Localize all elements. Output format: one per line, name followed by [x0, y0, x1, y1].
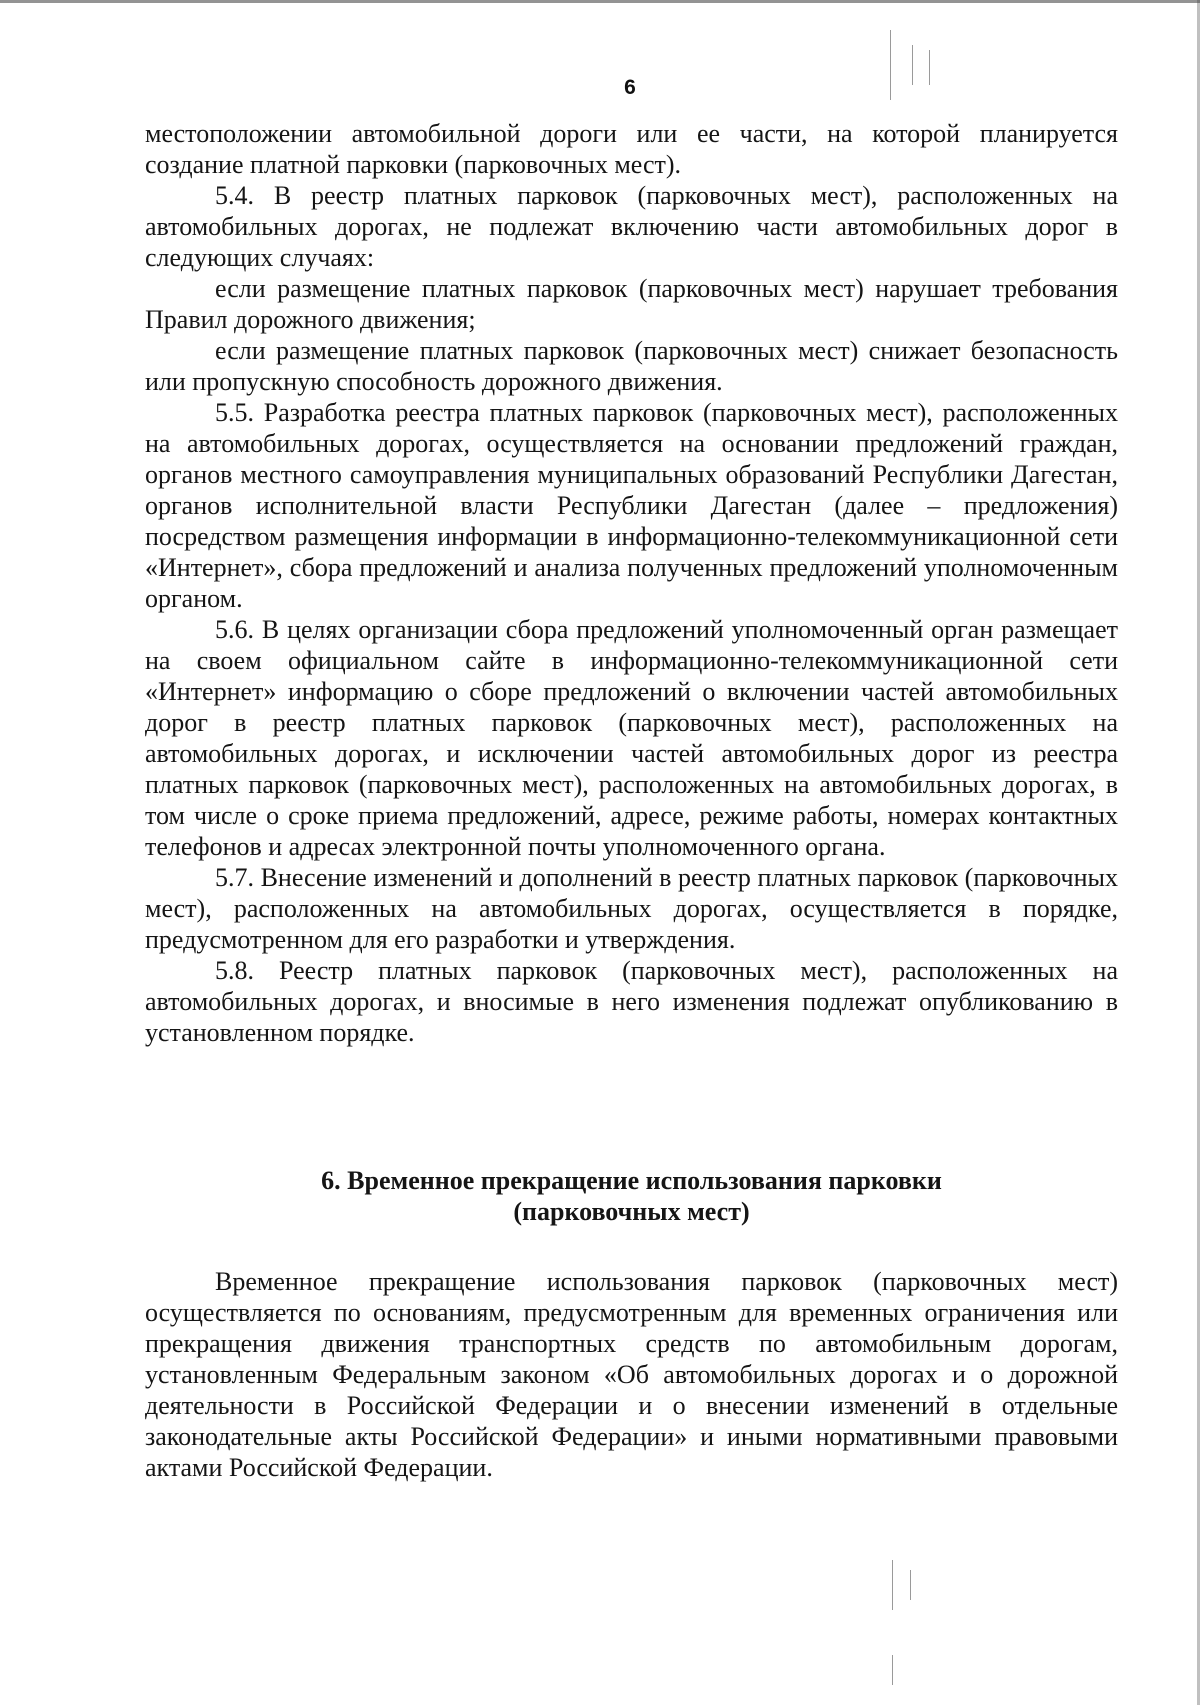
scan-artifact: [910, 1570, 911, 1600]
section-heading-line-1: 6. Временное прекращение использования парковки: [321, 1166, 942, 1195]
scan-artifact: [892, 1560, 893, 1610]
paragraph-5-7: 5.7. Внесение изменений и дополнений в реестр платных парковок (парковочных мест), расположенных на автомобильных дорогах, осуществляется в порядке, предусмотренном для его разработки и утверждения.: [145, 863, 1118, 954]
section-heading: [145, 1165, 1118, 1227]
paragraph-continuation: местоположении автомобильной дороги или ее части, на которой планируется создание платной парковки (парковочных мест).: [145, 119, 1118, 179]
paragraph-condition-1: если размещение платных парковок (парковочных мест) нарушает требования Правил дорожного движения;: [145, 274, 1118, 334]
paragraph-5-5: 5.5. Разработка реестра платных парковок (парковочных мест), расположенных на автомобильных дорогах, осуществляется на основании предложений граждан, органов местного самоуправления муниципальных образований Республики Дагестан, органов исполнительной власти Республики Дагестан (далее – предложения) посредством размещения информации в информационно-телекоммуникационной сети «Интернет», сбора предложений и анализа полученных предложений уполномоченным органом.: [145, 398, 1118, 613]
page-number: 6: [624, 76, 636, 99]
scan-edge-top: [0, 0, 1200, 3]
section-text: [145, 1266, 1118, 1483]
paragraph-5-6: 5.6. В целях организации сбора предложений уполномоченный орган размещает на своем официальном сайте в информационно-телекоммуникационной сети «Интернет» информацию о сборе предложений о включении частей автомобильных дорог в реестр платных парковок (парковочных мест), расположенных на автомобильных дорогах, и исключении частей автомобильных дорог из реестра платных парковок (парковочных мест), расположенных на автомобильных дорогах, в том числе о сроке приема предложений, адресе, режиме работы, номерах контактных телефонов и адресах электронной почты уполномоченного органа.: [145, 615, 1118, 861]
paragraph-section-6: Временное прекращение использования парковок (парковочных мест) осуществляется по основаниям, предусмотренным для временных ограничения или прекращения движения транспортных средств по автомобильным дорогам, установленным Федеральным законом «Об автомобильных дорогах и о дорожной деятельности в Российской Федерации и о внесении изменений в отдельные законодательные акты Российской Федерации» и иными нормативными правовыми актами Российской Федерации.: [145, 1267, 1118, 1482]
section-heading-line-2: (парковочных мест): [513, 1197, 750, 1226]
paragraph-5-4: 5.4. В реестр платных парковок (парковочных мест), расположенных на автомобильных дорогах, не подлежат включению части автомобильных дорог в следующих случаях:: [145, 181, 1118, 272]
paragraph-5-8: 5.8. Реестр платных парковок (парковочных мест), расположенных на автомобильных дорогах, и вносимые в него изменения подлежат опубликованию в установленном порядке.: [145, 956, 1118, 1047]
body-text: [145, 118, 1118, 1048]
paragraph-condition-2: если размещение платных парковок (парковочных мест) снижает безопасность или пропускную способность дорожного движения.: [145, 336, 1118, 396]
scan-artifact: [892, 1655, 893, 1685]
